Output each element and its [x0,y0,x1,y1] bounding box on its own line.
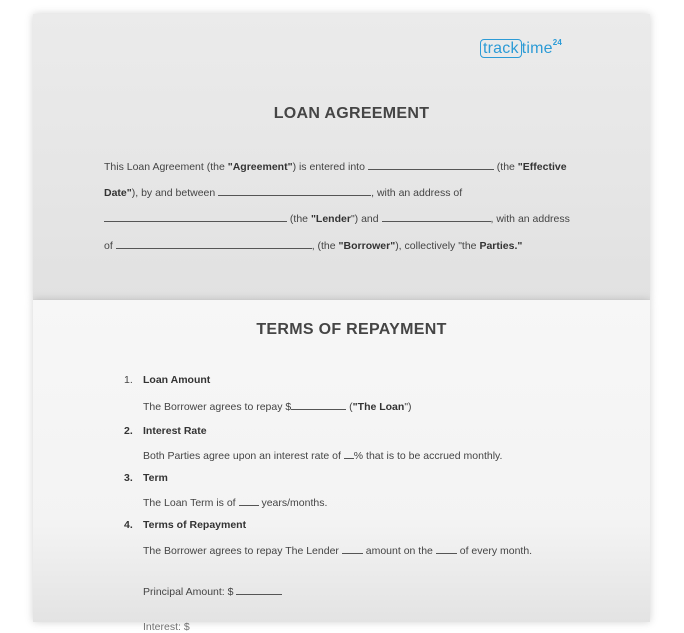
logo-superscript: 24 [552,38,563,47]
tracktime-logo [480,38,562,58]
intro-line-1 [104,159,567,173]
intro-text: , with an address [490,213,570,225]
intro-term-effective: "Effective [517,161,567,173]
term-text: ") [404,401,412,413]
term-3-number: 3. [124,472,133,484]
intro-text: ), collectively "the [395,240,480,252]
intro-text: ), by and between [131,187,219,199]
term-text: Both Parties agree upon an interest rate of [143,450,344,462]
loan-term-blank [239,495,259,506]
party-one-blank [218,185,371,196]
intro-term-borrower: "Borrower" [338,240,396,252]
term-text: years/months. [258,497,328,509]
term-text: The Borrower agrees to repay The Lender [143,545,342,557]
term-text: The Borrower agrees to repay $ [143,401,292,413]
section-title: TERMS OF REPAYMENT [256,321,447,338]
repay-day-blank [436,543,457,554]
intro-text: of [104,240,116,252]
borrower-address-blank [116,238,312,249]
loan-amount-blank [291,399,346,410]
intro-term-lender: "Lender [310,213,351,225]
term-1-heading: Loan Amount [143,374,211,386]
term-text: The Loan Term is of [143,497,239,509]
intro-term-parties: Parties." [479,240,523,252]
term-1-text [143,399,412,413]
term-the-loan: "The Loan [352,401,405,413]
lender-address-blank [104,211,287,222]
term-4-text [143,543,532,557]
intro-text: ) is entered into [292,161,368,173]
term-text: % that is to be accrued monthly. [353,450,503,462]
term-text: amount on the [362,545,436,557]
term-4-heading: Terms of Repayment [143,519,247,531]
term-text: ( [346,401,353,413]
intro-term-agreement: "Agreement" [227,161,293,173]
intro-line-3 [104,211,570,225]
term-1-number: 1. [124,374,133,386]
principal-amount-line [143,584,282,598]
interest-amount-label: Interest: $ [143,621,190,633]
term-3-text [143,495,327,509]
term-4-number: 4. [124,519,133,531]
intro-text: (the [287,213,311,225]
intro-term-date: Date" [104,187,132,199]
logo-track-text: track [483,40,519,57]
document-title: LOAN AGREEMENT [273,105,430,122]
intro-line-4 [104,238,522,252]
page-fold [33,299,650,301]
principal-amount-label: Principal Amount: $ [143,586,234,598]
intro-text: (the [493,161,518,173]
interest-rate-blank [344,448,354,459]
intro-line-2 [104,185,462,199]
term-2-heading: Interest Rate [143,425,207,437]
principal-amount-blank [236,584,282,595]
intro-text: ") and [350,213,382,225]
repay-amount-blank [342,543,363,554]
effective-date-blank [368,159,494,170]
term-text: of every month. [456,545,533,557]
intro-text: This Loan Agreement (the [104,161,228,173]
logo-box [480,39,522,58]
intro-text: , (the [311,240,339,252]
term-3-heading: Term [143,472,168,484]
logo-time-text: time [521,40,553,57]
intro-text: , with an address of [371,187,463,199]
borrower-name-blank [382,211,491,222]
interest-amount-line [143,621,190,633]
term-2-text [143,448,502,462]
term-2-number: 2. [124,425,133,437]
